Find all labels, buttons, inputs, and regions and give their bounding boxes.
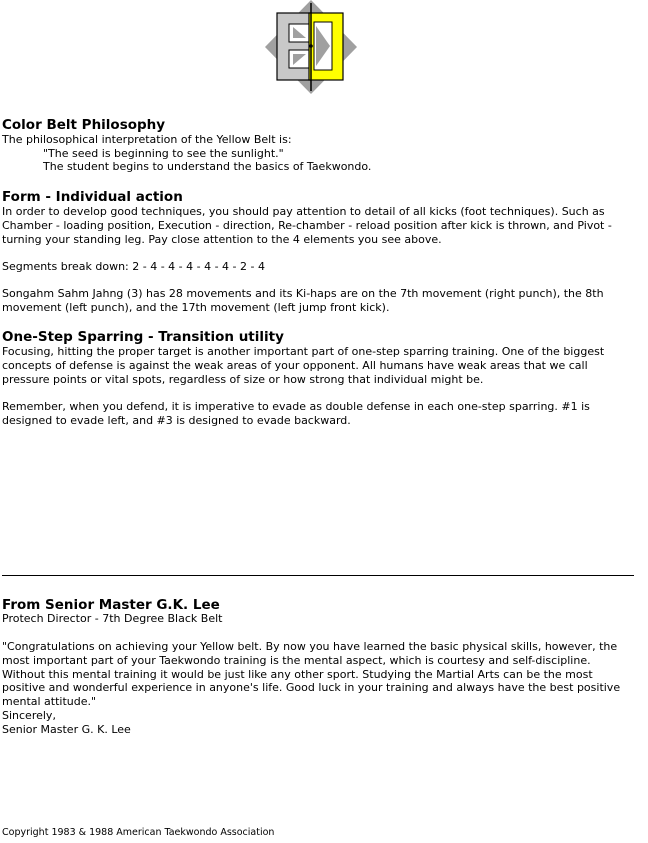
philosophy-intro: The philosophical interpretation of the Yellow Belt is:: [2, 133, 292, 146]
letter-closing: Sincerely,: [2, 709, 56, 722]
letter-body: "Congratulations on achieving your Yellow belt. By now you have learned the basic physical skills, however, the most important part of your Taekwondo training is the mental aspect, which is courtesy and self-discipline. Without this mental training it would be just like any other sport. Studying the Martial Arts can be the most positive and wonderful experience in anyone's life. Good luck in your training and always have the best positive mental attitude.": [2, 640, 621, 709]
form-paragraph-1: In order to develop good techniques, you should pay attention to detail of all kicks (foot techniques). Such as Chamber - loading position, Execution - direction, Re-chamber - reload position after kick is thrown, and Pivot - turning your standing leg. Pay close attention to the 4 elements you see above.: [2, 205, 612, 246]
letter-heading: From Senior Master G.K. Lee: [2, 597, 220, 613]
copyright-footer: Copyright 1983 & 1988 American Taekwondo Association: [2, 827, 275, 838]
sparring-heading: One-Step Sparring - Transition utility: [2, 329, 284, 345]
philosophy-line-2: The student begins to understand the basics of Taekwondo.: [43, 160, 372, 173]
philosophy-line-1: "The seed is beginning to see the sunlight.": [43, 147, 284, 160]
form-heading: Form - Individual action: [2, 189, 183, 205]
letter-author-title: Protech Director - 7th Degree Black Belt: [2, 612, 223, 625]
form-paragraph-3: Songahm Sahm Jahng (3) has 28 movements and its Ki-haps are on the 7th movement (right punch), the 8th movement (left punch), and the 17th movement (left jump front kick).: [2, 287, 604, 314]
sparring-paragraph-1: Focusing, hitting the proper target is another important part of one-step sparring training. One of the biggest concepts of defense is against the weak areas of your opponent. All humans have weak areas that we call pressure points or vital spots, regardless of size or how strong that individual might be.: [2, 345, 605, 386]
tkd-belt-logo-icon: [263, 0, 359, 94]
philosophy-heading: Color Belt Philosophy: [2, 117, 166, 133]
form-segments: Segments break down: 2 - 4 - 4 - 4 - 4 - 4 - 2 - 4: [2, 260, 265, 273]
sparring-paragraph-2: Remember, when you defend, it is imperative to evade as double defense in each one-step sparring. #1 is designed to evade left, and #3 is designed to evade backward.: [2, 400, 590, 427]
section-divider: [2, 575, 634, 576]
letter-signature: Senior Master G. K. Lee: [2, 723, 131, 736]
